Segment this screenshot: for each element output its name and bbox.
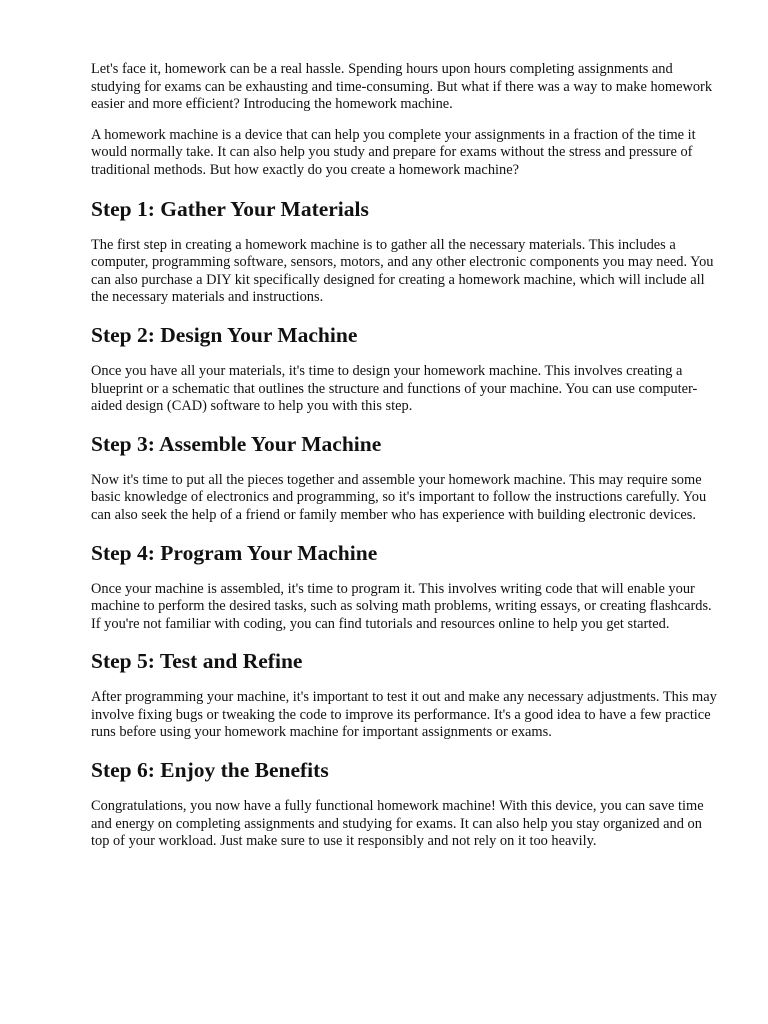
- intro-paragraph-1: Let's face it, homework can be a real hassle. Spending hours upon hours completing assignments and studying for exams can be exhausting and time-consuming. But what if there was a way to make homework easier and more efficient? Introducing the homework machine.: [91, 61, 713, 113]
- step-6-heading: Step 6: Enjoy the Benefits: [91, 758, 329, 783]
- step-3-paragraph: Now it's time to put all the pieces together and assemble your homework machine. This may require some basic knowledge of electronics and programming, so it's important to follow the instructions carefully. You can also seek the help of a friend or family member who has experience with building electronic devices.: [91, 471, 707, 523]
- step-2-heading: Step 2: Design Your Machine: [91, 322, 358, 347]
- step-3-heading: Step 3: Assemble Your Machine: [91, 431, 382, 456]
- step-5-paragraph: After programming your machine, it's important to test it out and make any necessary adjustments. This may involve fixing bugs or tweaking the code to improve its performance. It's a good idea to have a few practice runs before using your homework machine for important assignments or exams.: [91, 689, 717, 741]
- step-1-heading: Step 1: Gather Your Materials: [91, 196, 369, 221]
- intro-paragraph-2: A homework machine is a device that can help you complete your assignments in a fraction of the time it would normally take. It can also help you study and prepare for exams without the stress and pressure of traditional methods. But how exactly do you create a homework machine?: [91, 126, 696, 178]
- step-6-paragraph: Congratulations, you now have a fully functional homework machine! With this device, you can save time and energy on completing assignments and studying for exams. It can also help you stay organized and on top of your workload. Just make sure to use it responsibly and not rely on it too heavily.: [91, 798, 704, 850]
- document-page: [91, 61, 723, 866]
- step-4-heading: Step 4: Program Your Machine: [91, 540, 378, 565]
- step-4-paragraph: Once your machine is assembled, it's time to program it. This involves writing code that will enable your machine to perform the desired tasks, such as solving math problems, writing essays, or creating flashcards. If you're not familiar with coding, you can find tutorials and resources online to help you get started.: [91, 580, 712, 632]
- step-1-paragraph: The first step in creating a homework machine is to gather all the necessary materials. This includes a computer, programming software, sensors, motors, and any other electronic components you may need. You can also purchase a DIY kit specifically designed for creating a homework machine, which will include all the necessary materials and instructions.: [91, 236, 714, 306]
- step-2-paragraph: Once you have all your materials, it's time to design your homework machine. This involves creating a blueprint or a schematic that outlines the structure and functions of your machine. You can use computer-aided design (CAD) software to help you with this step.: [91, 362, 698, 415]
- step-5-heading: Step 5: Test and Refine: [91, 649, 303, 674]
